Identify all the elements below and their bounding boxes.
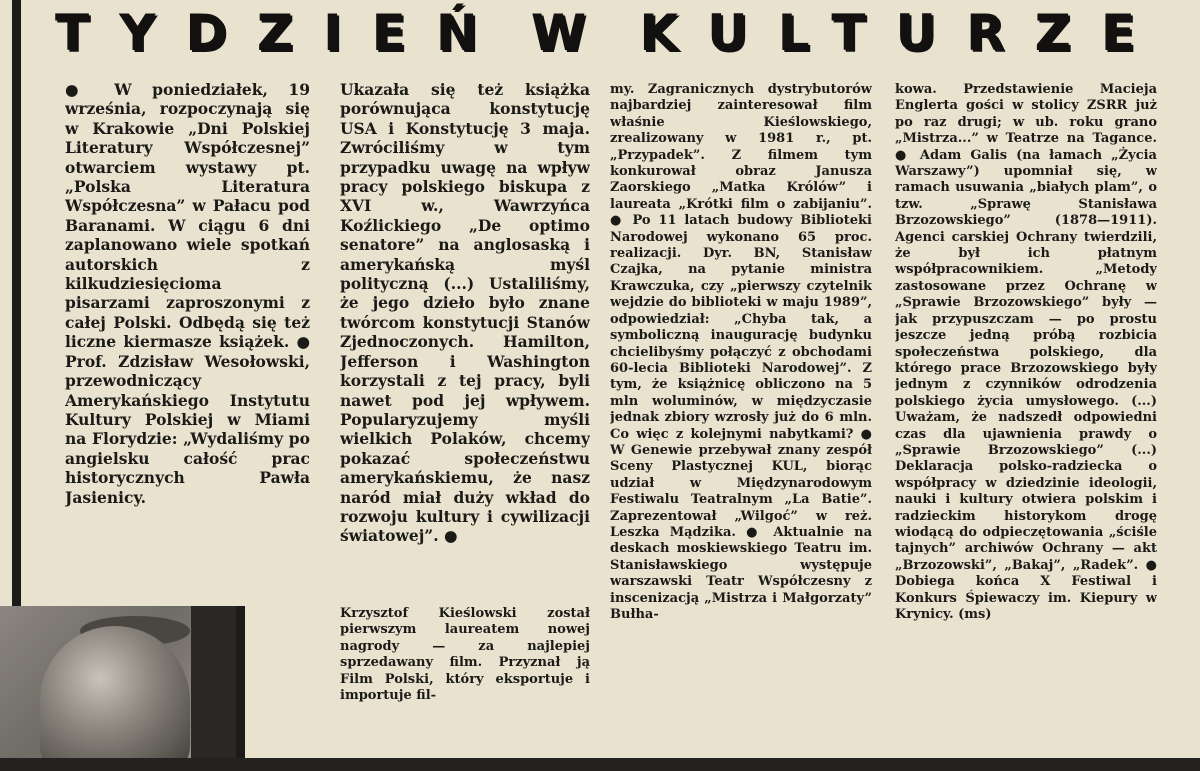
article-column-2: Ukazała się też książka porównująca konstytucję USA i Konstytucję 3 maja. Zwróciliśmy w tym przypadku uwagę na wpływ pracy polskiego biskupa z XVI w., Wawrzyńca Koźlickiego „De optimo senatore” na anglosaską i amerykańską myśl polityczną (...) Ustaliliśmy, że jego dzieło było znane twórcom konstytucji Stanów Zjednoczonych. Hamilton, Jefferson i Washington korzystali z tej pracy, byli nawet pod jej wpływem. Popularyzujemy myśli wielkich Polaków, chcemy pokazać społeczeństwu amerykańskiemu, że nasz naród miał duży wkład do rozwoju kultury i cywilizacji światowej”. ● xyxy=(340,80,590,546)
left-column-rule xyxy=(12,0,21,608)
article-column-2-continued: Krzysztof Kieślowski został pierwszym laureatem nowej nagrody — za najlepiej sprzedawany film. Przyznał ją Film Polski, który eksportuje i importuje fil- xyxy=(340,606,590,704)
page-title xyxy=(55,2,1165,64)
article-column-1: ● W poniedziałek, 19 września, rozpoczynają się w Krakowie „Dni Polskiej Literatury Współczesnej” otwarciem wystawy pt. „Polska Literatura Współczesna” w Pałacu pod Baranami. W ciągu 6 dni zaplanowano wiele spotkań autorskich z kilkudziesięcioma pisarzami zaproszonymi z całej Polski. Odbędą się też liczne kiermasze książek. ● Prof. Zdzisław Wesołowski, przewodniczący Amerykańskiego Instytutu Kultury Polskiej w Miami na Florydzie: „Wydaliśmy po angielsku całość prac historycznych Pawła Jasienicy. xyxy=(65,80,310,507)
photo-shadow xyxy=(191,606,236,758)
vase-body-shape xyxy=(40,626,190,758)
title-word-3: KULTURZE xyxy=(639,4,1165,62)
title-word-1: TYDZIEŃ xyxy=(55,4,508,62)
photo-vase xyxy=(0,606,236,758)
title-word-2: W xyxy=(530,4,617,62)
article-column-3: my. Zagranicznych dystrybutorów najbardziej zainteresował film właśnie Kieślowskiego, zrealizowany w 1981 r., pt. „Przypadek”. Z filmem tym konkurował obraz Janusza Zaorskiego „Matka Królów” i laureata „Krótki film o zabijaniu”. ● Po 11 latach budowy Biblioteki Narodowej wykonano 65 proc. realizacji. Dyr. BN, Stanisław Czajka, na pytanie ministra Krawczuka, czy „pierwszy czytelnik wejdzie do biblioteki w maju 1989”, odpowiedział: „Chyba tak, a symboliczną inaugurację budynku chcielibyśmy połączyć z obchodami 60-lecia Biblioteki Narodowej”. Z tym, że książnicę obliczono na 5 mln woluminów, w międzyczasie jednak zbiory wzrosły już do 6 mln. Co więc z kolejnymi nabytkami? ● W Genewie przebywał znany zespół Sceny Plastycznej KUL, biorąc udział w Międzynarodowym Festiwalu Teatralnym „La Batie”. Zaprezentował „Wilgoć” w reż. Leszka Mądzika. ● Aktualnie na deskach moskiewskiego Teatru im. Stanisławskiego występuje warszawski Teatr Współczesny z inscenizacją „Mistrza i Małgorzaty” Bułha- xyxy=(610,82,872,622)
bottom-rule xyxy=(0,758,1200,771)
article-column-4: kowa. Przedstawienie Macieja Englerta gości w stolicy ZSRR już po raz drugi; w ub. roku grano „Mistrza...” w Teatrze na Tagance. ● Adam Galis (na łamach „Życia Warszawy”) upomniał się, w ramach usuwania „białych plam”, o tzw. „Sprawę Stanisława Brzozowskiego” (1878—1911). Agenci carskiej Ochrany twierdzili, że był ich płatnym współpracownikiem. „Metody zastosowane przez Ochranę w „Sprawie Brzozowskiego” były — jak przypuszczam — po prostu jeszcze jedną próbą rozbicia społeczeństwa polskiego, dla którego prace Brzozowskiego były jednym z czynników odrodzenia polskiego życia umysłowego. (...) Uważam, że nadszedł odpowiedni czas dla ujawnienia prawdy o „Sprawie Brzozowskiego” (...) Deklaracja polsko-radziecka o współpracy w dziedzinie ideologii, nauki i kultury otwiera polskim i radzieckim historykom drogę wiodącą do odpieczętowania „ściśle tajnych” archiwów Ochrany — akt „Brzozowski”, „Bakaj”, „Radek”. ● Dobiega końca X Festiwal i Konkurs Śpiewaczy im. Kiepury w Krynicy. (ms) xyxy=(895,82,1157,622)
